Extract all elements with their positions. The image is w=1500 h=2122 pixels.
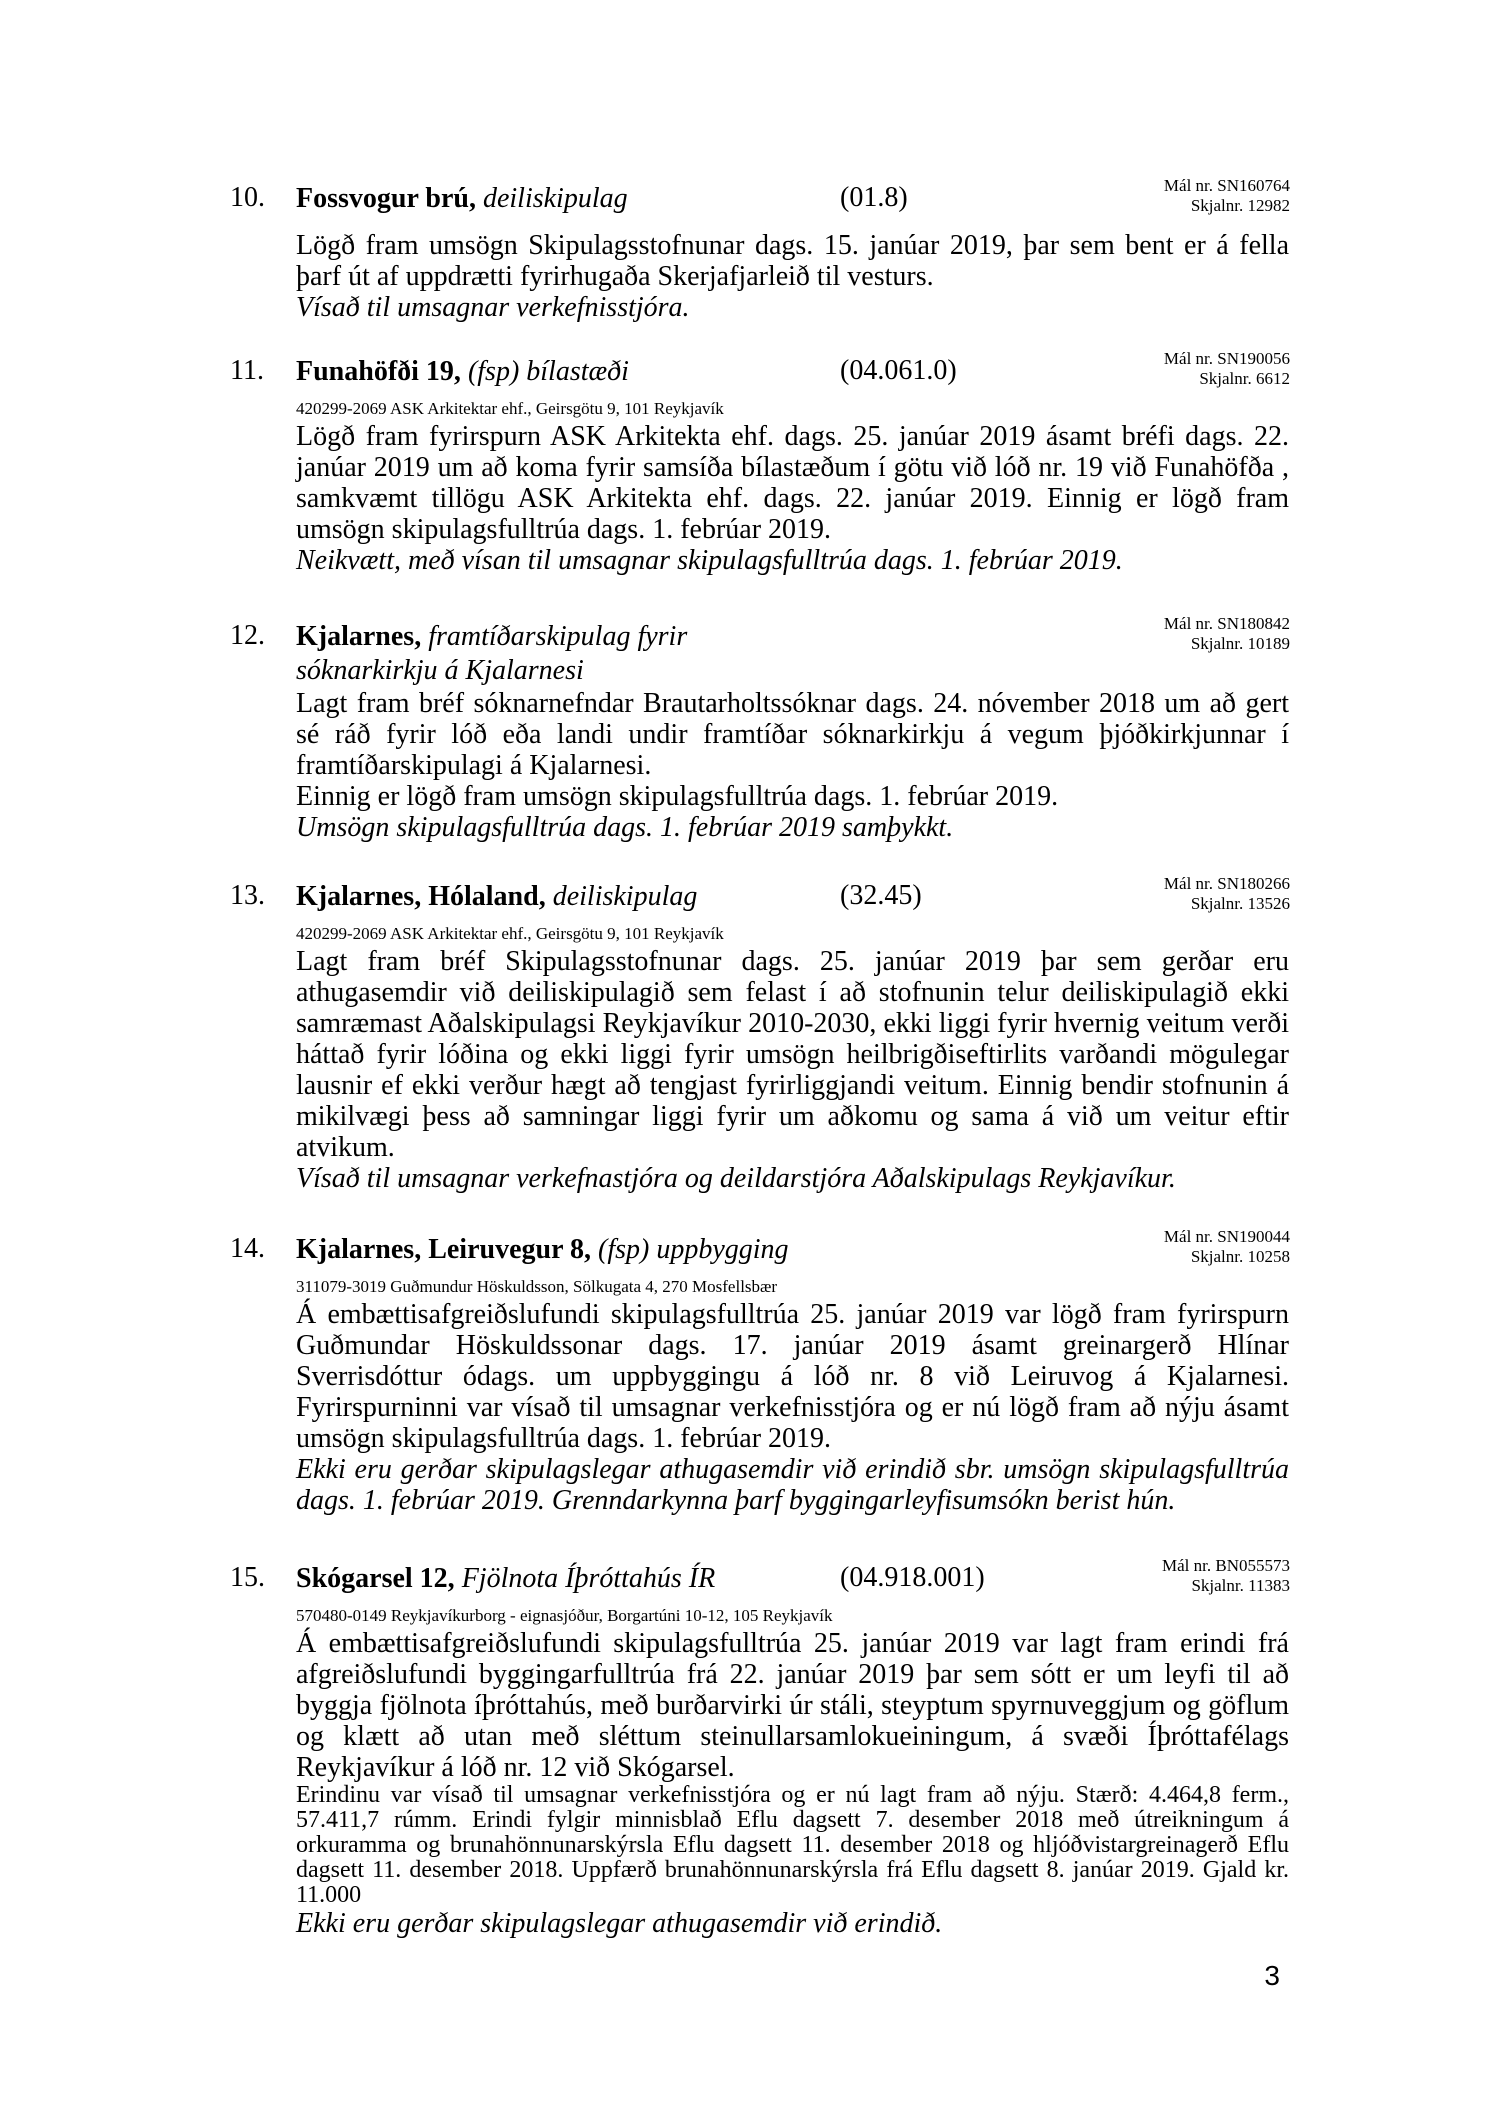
item-title-bold: Skógarsel 12, <box>296 1563 455 1594</box>
item-title-italic: framtíðarskipulag fyrir <box>428 621 688 652</box>
item-title-italic: Fjölnota Íþróttahús ÍR <box>461 1563 716 1594</box>
skjal-number: Skjalnr. 6612 <box>1199 369 1290 388</box>
mal-number: Mál nr. SN190056 <box>1163 349 1290 368</box>
item-applicant: 420299-2069 ASK Arkitektar ehf., Geirsgötu 9, 101 Reykjavík <box>296 924 724 943</box>
skjal-number: Skjalnr. 11383 <box>1191 1576 1290 1595</box>
item-refs <box>1164 349 1290 389</box>
item-title <box>296 182 628 216</box>
item-number: 13. <box>230 880 265 911</box>
mal-number: Mál nr. SN180266 <box>1163 874 1290 893</box>
item-title-italic: deiliskipulag <box>552 881 698 912</box>
item-number: 14. <box>230 1233 265 1264</box>
skjal-number: Skjalnr. 13526 <box>1190 894 1290 913</box>
item-refs <box>1162 1556 1290 1596</box>
item-title-bold: Kjalarnes, Hólaland, <box>296 881 546 912</box>
item-conclusion: Umsögn skipulagsfulltrúa dags. 1. febrúar 2019 samþykkt. <box>296 812 954 843</box>
item-text: Á embættisafgreiðslufundi skipulagsfulltrúa 25. janúar 2019 var lagt fram erindi frá afgreiðslufundi byggingarfulltrúa frá 22. janúar 2019 þar sem sótt er um leyfi til að byggja fjölnota íþróttahús, með burðarvirki úr stáli, steyptum spyrnuveggjum og göflum og klætt að utan með sléttum steinullarsamlokueiningum, á svæði Íþróttafélags Reykjavíkur á lóð nr. 12 við Skógarsel. <box>296 1628 1289 1783</box>
item-conclusion: Vísað til umsagnar verkefnastjóra og deildarstjóra Aðalskipulags Reykjavíkur. <box>296 1163 1176 1194</box>
item-refs <box>1164 176 1290 216</box>
item-code: (04.061.0) <box>840 355 957 386</box>
item-text-small: Erindinu var vísað til umsagnar verkefnisstjóra og er nú lagt fram að nýju. Stærð: 4.464,8 ferm., 57.411,7 rúmm. Erindi fylgir minnisblað Eflu dagsett 7. desember 2018 með útreikningum á orkuramma og brunahönnunarskýrsla Eflu dagsett 11. desember 2018 og hljóðvistargreinagerð Eflu dagsett 11. desember 2018. Uppfærð brunahönnunarskýrsla frá Eflu dagsett 8. janúar 2019. Gjald kr. 11.000 <box>296 1782 1289 1908</box>
item-applicant: 420299-2069 ASK Arkitektar ehf., Geirsgötu 9, 101 Reykjavík <box>296 399 724 418</box>
item-code: (04.918.001) <box>840 1562 985 1593</box>
item-refs <box>1164 874 1290 914</box>
item-body <box>296 421 1289 576</box>
skjal-number: Skjalnr. 10258 <box>1190 1247 1290 1266</box>
item-refs <box>1164 1227 1290 1267</box>
item-conclusion: Ekki eru gerðar skipulagslegar athugasemdir við erindið. <box>296 1908 943 1939</box>
item-number: 15. <box>230 1562 265 1593</box>
item-title <box>296 1233 789 1267</box>
skjal-number: Skjalnr. 12982 <box>1190 196 1290 215</box>
item-conclusion: Vísað til umsagnar verkefnisstjóra. <box>296 292 690 323</box>
item-title-bold: Kjalarnes, Leiruvegur 8, <box>296 1234 592 1265</box>
item-title <box>296 880 697 914</box>
mal-number: Mál nr. BN055573 <box>1162 1556 1290 1575</box>
item-body <box>296 946 1289 1194</box>
item-refs <box>1164 614 1290 654</box>
item-code: (32.45) <box>840 880 922 911</box>
mal-number: Mál nr. SN180842 <box>1163 614 1290 633</box>
item-title-bold: Fossvogur brú, <box>296 183 476 214</box>
item-body <box>296 230 1289 323</box>
mal-number: Mál nr. SN160764 <box>1163 176 1290 195</box>
item-text: Lögð fram fyrirspurn ASK Arkitekta ehf. dags. 25. janúar 2019 ásamt bréfi dags. 22. janúar 2019 um að koma fyrir samsíða bílastæðum í götu við lóð nr. 19 við Funahöfða , samkvæmt tillögu ASK Arkitekta ehf. dags. 22. janúar 2019. Einnig er lögð fram umsögn skipulagsfulltrúa dags. 1. febrúar 2019. <box>296 421 1289 545</box>
item-title <box>296 1562 715 1596</box>
item-text: Lagt fram bréf sóknarnefndar Brautarholtssóknar dags. 24. nóvember 2018 um að gert sé ráð fyrir lóð eða landi undir framtíðar sóknarkirkju á vegum þjóðkirkjunnar í framtíðarskipulagi á Kjalarnesi. <box>296 688 1289 781</box>
item-body <box>296 1299 1289 1516</box>
item-code: (01.8) <box>840 182 908 213</box>
item-title-italic: deiliskipulag <box>482 183 628 214</box>
item-title <box>296 620 687 688</box>
item-conclusion: Ekki eru gerðar skipulagslegar athugasemdir við erindið sbr. umsögn skipulagsfulltrúa dags. 1. febrúar 2019. Grenndarkynna þarf byggingarleyfisumsókn berist hún. <box>296 1454 1289 1516</box>
item-text: Á embættisafgreiðslufundi skipulagsfulltrúa 25. janúar 2019 var lögð fram fyrirspurn Guðmundar Höskuldssonar dags. 17. janúar 2019 ásamt greinargerð Hlínar Sverrisdóttur ódags. um uppbyggingu á lóð nr. 8 við Leiruvog á Kjalarnesi. Fyrirspurninni var vísað til umsagnar verkefnisstjóra og er nú lögð fram að nýju ásamt umsögn skipulagsfulltrúa dags. 1. febrúar 2019. <box>296 1299 1289 1454</box>
item-title-bold: Funahöfði 19, <box>296 356 461 387</box>
item-text: Lagt fram bréf Skipulagsstofnunar dags. 25. janúar 2019 þar sem gerðar eru athugasemdir við deiliskipulagið sem felast í að stofnunin telur deiliskipulagið ekki samræmast Aðalskipulagsi Reykjavíkur 2010-2030, ekki liggi fyrir hvernig veitum verði háttað fyrir lóðina og ekki liggi fyrir umsögn heilbrigðiseftirlits varðandi mögulegar lausnir ef ekki verður hægt að tengjast fyrirliggjandi veitum. Einnig bendir stofnunin á mikilvægi þess að samningar liggi fyrir um aðkomu og sama á við um veitur eftir atvikum. <box>296 946 1289 1163</box>
item-number: 11. <box>230 355 264 386</box>
item-applicant: 570480-0149 Reykjavíkurborg - eignasjóður, Borgartúni 10-12, 105 Reykjavík <box>296 1606 833 1625</box>
item-title-italic: (fsp) bílastæði <box>467 356 629 387</box>
item-title <box>296 355 629 389</box>
item-applicant: 311079-3019 Guðmundur Höskuldsson, Sölkugata 4, 270 Mosfellsbær <box>296 1277 778 1296</box>
page-number: 3 <box>1264 1960 1280 1991</box>
item-body <box>296 688 1289 843</box>
item-body <box>296 1628 1289 1939</box>
item-title-italic: (fsp) uppbygging <box>598 1234 789 1265</box>
item-number: 10. <box>230 182 265 213</box>
item-conclusion: Neikvætt, með vísan til umsagnar skipulagsfulltrúa dags. 1. febrúar 2019. <box>296 545 1123 576</box>
item-title-bold: Kjalarnes, <box>296 621 422 652</box>
item-number: 12. <box>230 620 265 651</box>
mal-number: Mál nr. SN190044 <box>1163 1227 1290 1246</box>
item-text: Lögð fram umsögn Skipulagsstofnunar dags. 15. janúar 2019, þar sem bent er á fella þarf út af uppdrætti fyrirhugaða Skerjafjarleið til vesturs. <box>296 230 1289 292</box>
skjal-number: Skjalnr. 10189 <box>1190 634 1290 653</box>
item-text-2: Einnig er lögð fram umsögn skipulagsfulltrúa dags. 1. febrúar 2019. <box>296 781 1059 812</box>
item-title-italic-2: sóknarkirkju á Kjalarnesi <box>296 655 584 686</box>
